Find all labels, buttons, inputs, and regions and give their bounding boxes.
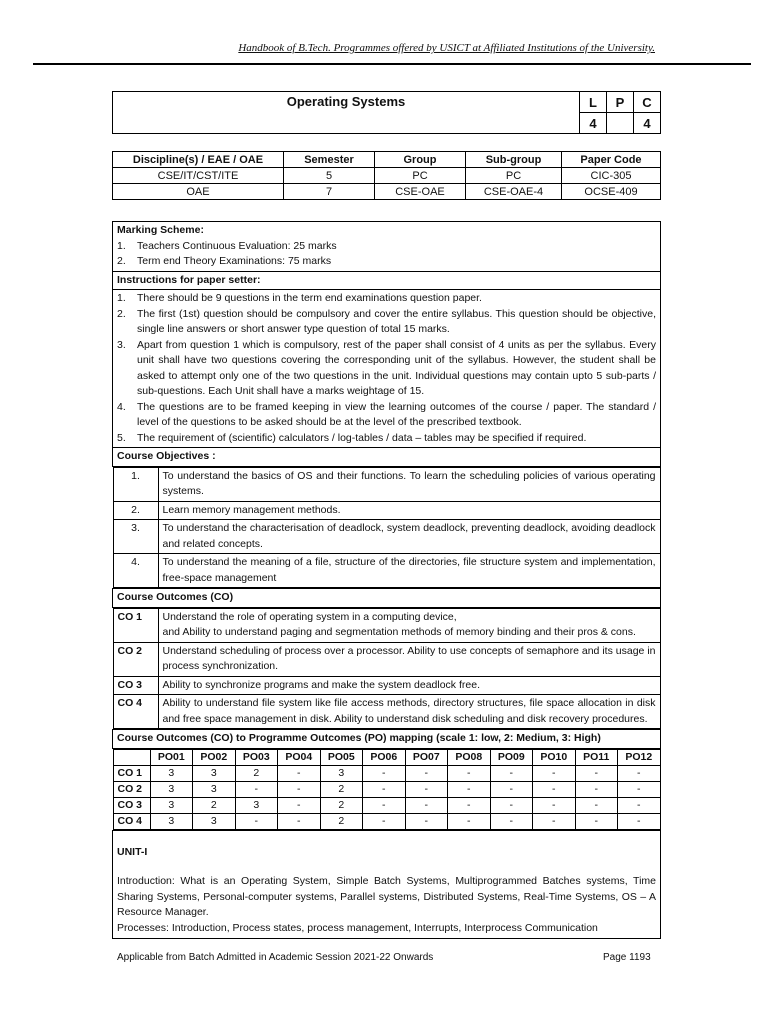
po-value: -	[490, 765, 533, 781]
po-value: -	[575, 813, 618, 829]
po-value: -	[278, 813, 321, 829]
cell: PC	[466, 168, 562, 184]
outcomes-block	[113, 607, 661, 730]
co-text	[158, 608, 660, 642]
objective-num: 2.	[113, 501, 158, 520]
instruction-text: There should be 9 questions in the term end examinations question paper.	[137, 292, 482, 304]
course-title-table	[112, 91, 661, 134]
mapping-title: Course Outcomes (CO) to Programme Outcomes (PO) mapping (scale 1: low, 2: Medium, 3: High)	[113, 730, 661, 749]
co-label: CO 4	[113, 813, 150, 829]
po-value: -	[533, 813, 576, 829]
cell: OAE	[113, 184, 284, 200]
co-label: CO 3	[113, 797, 150, 813]
list-item: 4. The questions are to be framed keeping in view the learning outcomes of the course / paper. The standard / level of the questions to be asked should be at the level of the prescribed textbook.	[117, 400, 656, 431]
instructions-title: Instructions for paper setter:	[113, 271, 661, 290]
cell: 5	[284, 168, 375, 184]
objective-text: Learn memory management methods.	[158, 501, 660, 520]
po-value: 3	[235, 797, 278, 813]
table-row	[113, 554, 660, 588]
po-value: -	[405, 813, 448, 829]
po-value: -	[448, 813, 491, 829]
po-value: -	[490, 797, 533, 813]
col-discipline: Discipline(s) / EAE / OAE	[113, 152, 284, 168]
co-text-line: Understand the role of operating system in a computing device,	[162, 610, 457, 623]
po-value: 3	[193, 765, 236, 781]
cell: 7	[284, 184, 375, 200]
handbook-header: Handbook of B.Tech. Programmes offered by USICT at Affiliated Institutions of the University.	[238, 42, 655, 54]
po-header: PO05	[320, 749, 363, 765]
po-value: 2	[193, 797, 236, 813]
marking-scheme	[113, 222, 661, 272]
course-title: Operating Systems	[113, 92, 580, 134]
co-text: Ability to synchronize programs and make the system deadlock free.	[158, 676, 660, 695]
po-header: PO04	[278, 749, 321, 765]
po-value: -	[363, 765, 406, 781]
po-value: 3	[150, 765, 193, 781]
table-row	[113, 168, 661, 184]
objectives-table	[113, 467, 661, 589]
po-value: -	[448, 765, 491, 781]
po-value: 3	[150, 781, 193, 797]
po-value: -	[405, 797, 448, 813]
list-item: 1. There should be 9 questions in the term end examinations question paper.	[117, 291, 656, 307]
co-label: CO 1	[113, 765, 150, 781]
po-header: PO11	[575, 749, 618, 765]
po-value: 2	[320, 813, 363, 829]
instruction-text: The requirement of (scientific) calculators / log-tables / data – tables may be specified if required.	[137, 431, 587, 444]
po-value: -	[278, 765, 321, 781]
co-label: CO 1	[113, 608, 158, 642]
outcomes-table	[113, 608, 661, 730]
po-value: -	[618, 797, 661, 813]
po-value: 2	[320, 797, 363, 813]
objectives-block	[113, 466, 661, 589]
outcomes-title: Course Outcomes (CO)	[113, 589, 661, 608]
objective-text: To understand the meaning of a file, structure of the directories, file structure system and implementation, free-space management	[158, 554, 660, 588]
col-paper-code: Paper Code	[562, 152, 661, 168]
table-row	[113, 781, 660, 797]
p-label: P	[607, 92, 634, 113]
unit-para-2: Processes: Introduction, Process states, process management, Interrupts, Interprocess Communication	[117, 921, 598, 934]
col-semester: Semester	[284, 152, 375, 168]
syllabus-table	[112, 221, 661, 939]
list-item: 5. The requirement of (scientific) calculators / log-tables / data – tables may be specified if required.	[117, 431, 656, 447]
marking-item: Term end Theory Examinations: 75 marks	[137, 255, 332, 267]
instructions-list	[113, 290, 661, 448]
po-value: 2	[235, 765, 278, 781]
unit-block	[113, 830, 661, 939]
po-value: 3	[193, 813, 236, 829]
unit-title: UNIT-I	[117, 845, 148, 858]
po-value: -	[448, 781, 491, 797]
marking-item: Teachers Continuous Evaluation: 25 marks	[137, 239, 337, 252]
po-value: -	[278, 781, 321, 797]
po-value: 3	[150, 797, 193, 813]
po-value: -	[575, 797, 618, 813]
marking-title: Marking Scheme:	[117, 224, 204, 236]
l-label: L	[580, 92, 607, 113]
po-header: PO10	[533, 749, 576, 765]
instruction-text: The first (1st) question should be compulsory and cover the entire syllabus. This question should be objective, single line answers or short answer type question of total 15 marks.	[137, 307, 656, 335]
table-row	[113, 695, 660, 729]
co-label: CO 2	[113, 781, 150, 797]
po-value: 3	[193, 781, 236, 797]
po-header: PO12	[618, 749, 661, 765]
po-value: -	[490, 781, 533, 797]
page-number: Page 1193	[603, 952, 651, 963]
po-value: 3	[320, 765, 363, 781]
co-label: CO 3	[113, 676, 158, 695]
po-value: -	[618, 765, 661, 781]
po-header: PO07	[405, 749, 448, 765]
instruction-text: Apart from question 1 which is compulsory, rest of the paper shall consist of 4 units as per the syllabus. Every unit shall have two questions covering the corresponding unit of the syllabus. However, the student shall be asked to attempt only one of the two questions in the unit. Individual questions may contain upto 5 sub-parts / sub-questions. Each Unit shall have a marks weightage of 15.	[137, 338, 656, 397]
instruction-text: The questions are to be framed keeping in view the learning outcomes of the course / paper. The standard / level of the questions to be asked should be at the level of the prescribed textbook.	[137, 400, 656, 428]
table-row	[113, 184, 661, 200]
header-rule	[33, 63, 751, 65]
table-row	[113, 642, 660, 676]
po-header: PO06	[363, 749, 406, 765]
po-header: PO01	[150, 749, 193, 765]
p-value	[607, 113, 634, 134]
list-item: 2. Term end Theory Examinations: 75 marks	[117, 254, 656, 270]
objective-num: 1.	[113, 467, 158, 501]
table-row	[113, 608, 660, 642]
po-value: -	[363, 781, 406, 797]
po-mapping-table	[113, 749, 661, 830]
po-value: 2	[320, 781, 363, 797]
cell: CSE/IT/CST/ITE	[113, 168, 284, 184]
po-value: -	[575, 765, 618, 781]
discipline-table	[112, 151, 661, 200]
po-header: PO08	[448, 749, 491, 765]
cell: OCSE-409	[562, 184, 661, 200]
po-value: -	[235, 813, 278, 829]
table-row	[113, 676, 660, 695]
po-value: -	[618, 813, 661, 829]
co-label: CO 2	[113, 642, 158, 676]
po-header: PO02	[193, 749, 236, 765]
list-item: 3. Apart from question 1 which is compulsory, rest of the paper shall consist of 4 units as per the syllabus. Every unit shall have two questions covering the corresponding unit of the syllabus. However, the student shall be asked to attempt only one of the two questions in the unit. Individual questions may contain upto 5 sub-parts / sub-questions. Each Unit shall have a marks weightage of 15.	[117, 338, 656, 400]
po-value: -	[405, 781, 448, 797]
cell: CIC-305	[562, 168, 661, 184]
po-value: -	[618, 781, 661, 797]
cell: CSE-OAE	[375, 184, 466, 200]
table-header-row	[113, 749, 660, 765]
po-value: 3	[150, 813, 193, 829]
table-row	[113, 765, 660, 781]
objective-text: To understand the basics of OS and their functions. To learn the scheduling policies of various operating systems.	[158, 467, 660, 501]
po-value: -	[235, 781, 278, 797]
po-value: -	[490, 813, 533, 829]
table-row	[113, 520, 660, 554]
po-value: -	[278, 797, 321, 813]
co-text-line: and Ability to understand paging and segmentation methods of memory binding and their pros & cons.	[162, 626, 636, 638]
list-item: 2. The first (1st) question should be compulsory and cover the entire syllabus. This question should be objective, single line answers or short answer type question of total 15 marks.	[117, 307, 656, 338]
c-value: 4	[634, 113, 661, 134]
po-header: PO09	[490, 749, 533, 765]
po-value: -	[448, 797, 491, 813]
l-value: 4	[580, 113, 607, 134]
table-row	[113, 797, 660, 813]
list-item: 1. Teachers Continuous Evaluation: 25 marks	[117, 239, 656, 255]
objectives-title: Course Objectives :	[113, 448, 661, 467]
co-label: CO 4	[113, 695, 158, 729]
po-value: -	[363, 797, 406, 813]
objective-num: 4.	[113, 554, 158, 588]
col-subgroup: Sub-group	[466, 152, 562, 168]
po-value: -	[533, 797, 576, 813]
c-label: C	[634, 92, 661, 113]
co-text: Understand scheduling of process over a processor. Ability to use concepts of semaphore and its usage in process synchronization.	[158, 642, 660, 676]
table-row	[113, 813, 660, 829]
objective-text: To understand the characterisation of deadlock, system deadlock, preventing deadlock, avoiding deadlock and related concepts.	[158, 520, 660, 554]
po-value: -	[405, 765, 448, 781]
po-header	[113, 749, 150, 765]
col-group: Group	[375, 152, 466, 168]
mapping-block	[113, 748, 661, 830]
footer-applicable: Applicable from Batch Admitted in Academic Session 2021-22 Onwards	[117, 952, 434, 963]
objective-num: 3.	[113, 520, 158, 554]
po-value: -	[533, 781, 576, 797]
po-value: -	[575, 781, 618, 797]
co-text: Ability to understand file system like file access methods, directory structures, file space allocation in disk and free space management in disk. Ability to understand disk scheduling and disk recovery procedures.	[158, 695, 660, 729]
unit-para-1: Introduction: What is an Operating System, Simple Batch Systems, Multiprogrammed Batches systems, Time Sharing Systems, Personal-computer systems, Parallel systems, Distributed Systems, Real-Time Systems, OS – A Resource Manager.	[117, 875, 656, 918]
po-value: -	[363, 813, 406, 829]
table-row	[113, 501, 660, 520]
cell: PC	[375, 168, 466, 184]
table-row	[113, 467, 660, 501]
po-header: PO03	[235, 749, 278, 765]
po-value: -	[533, 765, 576, 781]
cell: CSE-OAE-4	[466, 184, 562, 200]
